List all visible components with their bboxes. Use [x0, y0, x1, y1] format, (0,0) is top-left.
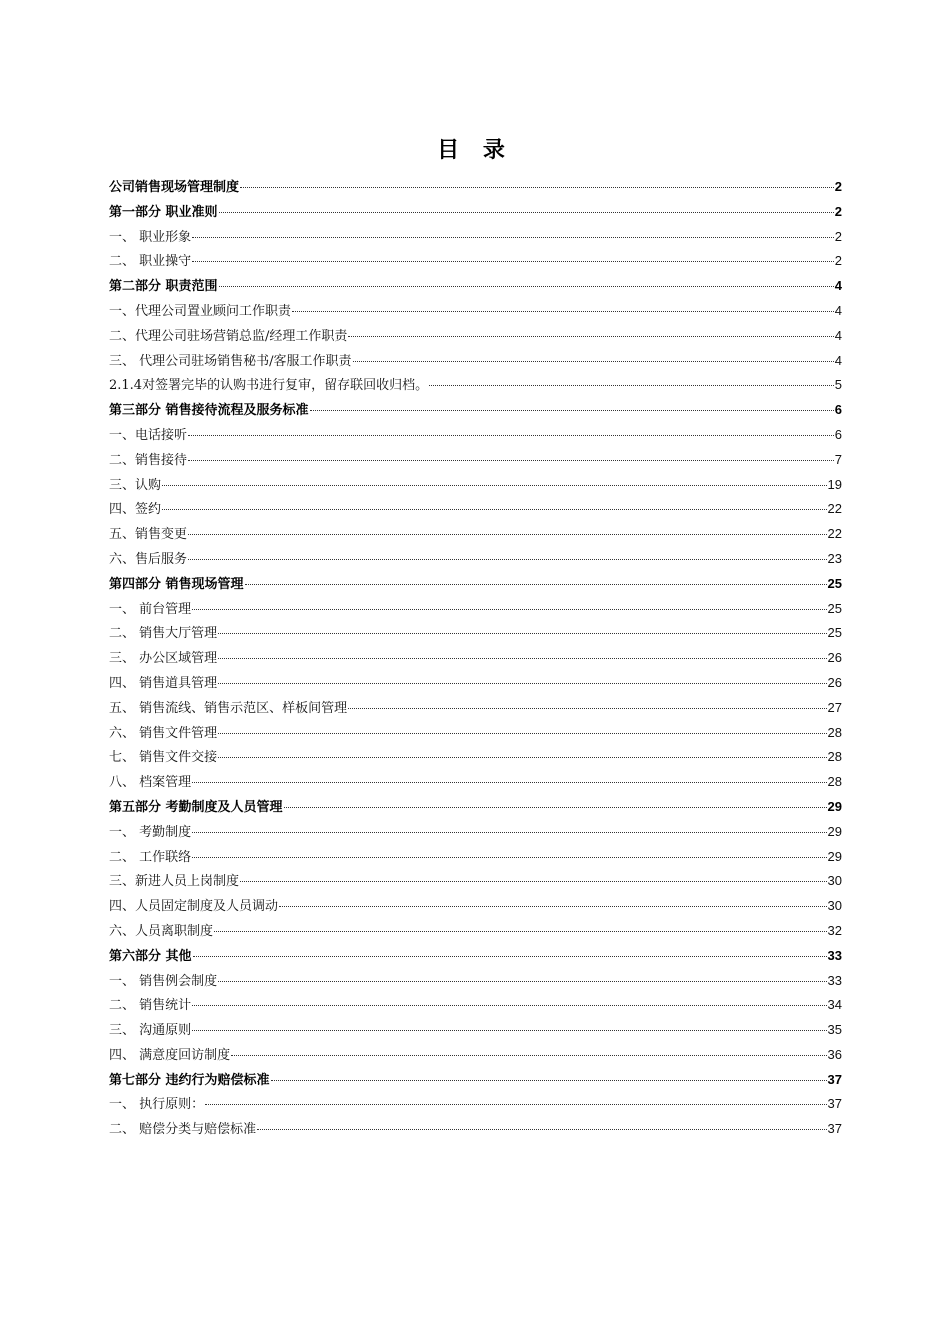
- toc-list: [109, 175, 842, 1142]
- toc-entry-page-number: 22: [827, 526, 842, 542]
- toc-entry-page-number: 33: [827, 947, 842, 963]
- toc-dot-leader: [193, 955, 827, 957]
- toc-dot-leader: [188, 533, 827, 535]
- toc-dot-leader: [284, 806, 827, 808]
- toc-title: 目 录: [437, 138, 513, 163]
- toc-entry-label: 八、 档案管理: [109, 775, 192, 791]
- toc-entry[interactable]: [109, 1068, 842, 1093]
- toc-dot-leader: [192, 831, 826, 833]
- toc-entry-label: 二、 销售大厅管理: [109, 626, 218, 642]
- toc-entry-label: 二、代理公司驻场营销总监/经理工作职责: [109, 328, 348, 344]
- toc-entry[interactable]: [109, 324, 842, 349]
- toc-entry[interactable]: [109, 721, 842, 746]
- toc-entry-page-number: 37: [827, 1071, 842, 1087]
- toc-entry-page-number: 34: [827, 997, 842, 1013]
- toc-entry-page-number: 33: [827, 972, 842, 988]
- toc-entry[interactable]: [109, 597, 842, 622]
- toc-dot-leader: [292, 310, 834, 312]
- toc-entry-label: 一、电话接听: [109, 427, 188, 443]
- toc-entry[interactable]: [109, 373, 842, 398]
- toc-entry[interactable]: [109, 745, 842, 770]
- toc-entry-label: 第三部分 销售接待流程及服务标准: [109, 403, 309, 419]
- toc-entry-page-number: 28: [827, 724, 842, 740]
- toc-entry-label: 一、 前台管理: [109, 601, 192, 617]
- toc-entry[interactable]: [109, 274, 842, 299]
- toc-entry-page-number: 25: [827, 575, 842, 591]
- toc-entry[interactable]: [109, 497, 842, 522]
- toc-dot-leader: [218, 632, 826, 634]
- toc-dot-leader: [429, 384, 834, 386]
- toc-entry-label: 第二部分 职责范围: [109, 279, 218, 295]
- toc-entry-label: 七、 销售文件交接: [109, 750, 218, 766]
- toc-entry-page-number: 30: [827, 873, 842, 889]
- toc-entry-label: 三、 代理公司驻场销售秘书/客服工作职责: [109, 353, 352, 369]
- toc-entry[interactable]: [109, 671, 842, 696]
- toc-entry-page-number: 7: [834, 451, 842, 467]
- toc-entry-label: 第一部分 职业准则: [109, 204, 218, 220]
- toc-entry[interactable]: [109, 969, 842, 994]
- toc-dot-leader: [240, 880, 827, 882]
- toc-dot-leader: [188, 558, 827, 560]
- toc-entry-label: 一、 销售例会制度: [109, 973, 218, 989]
- toc-dot-leader: [192, 781, 826, 783]
- toc-entry-page-number: 6: [834, 426, 842, 442]
- toc-entry-label: 二、销售接待: [109, 452, 188, 468]
- toc-dot-leader: [348, 335, 833, 337]
- toc-entry-page-number: 30: [827, 898, 842, 914]
- toc-entry[interactable]: [109, 770, 842, 795]
- toc-entry[interactable]: [109, 1117, 842, 1142]
- toc-entry-page-number: 27: [827, 699, 842, 715]
- toc-dot-leader: [219, 211, 834, 213]
- toc-entry[interactable]: [109, 1018, 842, 1043]
- toc-entry-page-number: 2: [834, 179, 842, 194]
- toc-entry[interactable]: [109, 944, 842, 969]
- toc-dot-leader: [218, 980, 826, 982]
- toc-entry[interactable]: [109, 225, 842, 250]
- toc-entry-page-number: 25: [827, 600, 842, 616]
- toc-entry[interactable]: [109, 522, 842, 547]
- toc-entry[interactable]: [109, 869, 842, 894]
- toc-entry[interactable]: [109, 1043, 842, 1068]
- toc-entry[interactable]: [109, 349, 842, 374]
- toc-entry-label: 六、人员离职制度: [109, 923, 214, 939]
- toc-dot-leader: [218, 682, 826, 684]
- toc-entry-page-number: 37: [827, 1096, 842, 1112]
- toc-entry-label: 四、签约: [109, 502, 162, 518]
- toc-entry-label: 二、 职业操守: [109, 254, 192, 270]
- toc-entry-label: 六、售后服务: [109, 551, 188, 567]
- toc-entry-page-number: 29: [827, 848, 842, 864]
- toc-entry-label: 三、认购: [109, 477, 162, 493]
- toc-entry-label: 一、 考勤制度: [109, 824, 192, 840]
- toc-dot-leader: [162, 508, 827, 510]
- toc-entry-label: 三、 办公区域管理: [109, 651, 218, 667]
- toc-entry-page-number: 26: [827, 674, 842, 690]
- toc-entry[interactable]: [109, 845, 842, 870]
- toc-entry[interactable]: [109, 894, 842, 919]
- toc-dot-leader: [231, 1054, 826, 1056]
- toc-entry-page-number: 36: [827, 1046, 842, 1062]
- toc-dot-leader: [192, 608, 826, 610]
- toc-dot-leader: [188, 459, 834, 461]
- toc-entry-page-number: 22: [827, 501, 842, 517]
- toc-entry[interactable]: [109, 249, 842, 274]
- toc-entry-page-number: 19: [827, 476, 842, 492]
- toc-entry-page-number: 32: [827, 922, 842, 938]
- toc-dot-leader: [245, 583, 827, 585]
- toc-entry-label: 二、 工作联络: [109, 849, 192, 865]
- toc-entry-page-number: 4: [834, 352, 842, 368]
- toc-entry[interactable]: [109, 473, 842, 498]
- toc-entry-page-number: 28: [827, 774, 842, 790]
- toc-entry-page-number: 28: [827, 749, 842, 765]
- toc-dot-leader: [310, 409, 834, 411]
- toc-entry-label: 第五部分 考勤制度及人员管理: [109, 799, 283, 815]
- toc-dot-leader: [218, 657, 826, 659]
- toc-dot-leader: [214, 930, 827, 932]
- toc-entry-label: 一、 职业形象: [109, 229, 192, 245]
- toc-entry-page-number: 4: [834, 278, 842, 294]
- toc-dot-leader: [257, 1128, 826, 1130]
- toc-entry[interactable]: [109, 795, 842, 820]
- toc-entry-label: 二、 销售统计: [109, 998, 192, 1014]
- toc-entry-page-number: 4: [834, 327, 842, 343]
- toc-entry-label: 三、新进人员上岗制度: [109, 874, 240, 890]
- toc-entry-page-number: 23: [827, 550, 842, 566]
- toc-entry[interactable]: [109, 175, 842, 200]
- toc-entry-page-number: 6: [834, 402, 842, 418]
- toc-entry-label: 第七部分 违约行为赔偿标准: [109, 1072, 270, 1088]
- toc-entry[interactable]: [109, 993, 842, 1018]
- toc-dot-leader: [348, 707, 826, 709]
- toc-entry-label: 三、 沟通原则: [109, 1023, 192, 1039]
- toc-dot-leader: [218, 732, 826, 734]
- toc-entry[interactable]: [109, 398, 842, 423]
- toc-dot-leader: [162, 484, 827, 486]
- toc-entry-page-number: 29: [827, 798, 842, 814]
- toc-entry-page-number: 25: [827, 625, 842, 641]
- toc-entry-label: 二、 赔偿分类与赔偿标准: [109, 1122, 257, 1138]
- toc-entry-page-number: 5: [834, 377, 842, 393]
- toc-entry-page-number: 35: [827, 1022, 842, 1038]
- toc-dot-leader: [218, 756, 826, 758]
- toc-entry[interactable]: [109, 1092, 842, 1117]
- toc-entry-label: 公司销售现场管理制度: [109, 180, 240, 195]
- toc-dot-leader: [192, 1029, 826, 1031]
- toc-entry[interactable]: [109, 547, 842, 572]
- toc-entry[interactable]: [109, 646, 842, 671]
- toc-entry[interactable]: [109, 448, 842, 473]
- toc-entry[interactable]: [109, 299, 842, 324]
- toc-dot-leader: [271, 1079, 827, 1081]
- toc-dot-leader: [192, 260, 834, 262]
- toc-entry-page-number: 2: [834, 203, 842, 219]
- toc-entry-label: 四、人员固定制度及人员调动: [109, 899, 279, 915]
- toc-entry-label: 一、代理公司置业顾问工作职责: [109, 303, 292, 319]
- toc-entry-page-number: 29: [827, 823, 842, 839]
- toc-entry[interactable]: [109, 696, 842, 721]
- toc-entry-page-number: 4: [834, 302, 842, 318]
- toc-entry-label: 第六部分 其他: [109, 948, 192, 964]
- toc-dot-leader: [188, 434, 834, 436]
- toc-entry-page-number: 2: [834, 253, 842, 269]
- toc-entry-label: 五、 销售流线、销售示范区、样板间管理: [109, 700, 348, 716]
- toc-dot-leader: [205, 1103, 826, 1105]
- toc-entry[interactable]: [109, 820, 842, 845]
- toc-entry[interactable]: [109, 423, 842, 448]
- toc-entry[interactable]: [109, 572, 842, 597]
- toc-entry-page-number: 26: [827, 650, 842, 666]
- toc-entry-label: 六、 销售文件管理: [109, 725, 218, 741]
- toc-entry-page-number: 37: [827, 1121, 842, 1137]
- toc-dot-leader: [219, 285, 834, 287]
- toc-dot-leader: [353, 360, 834, 362]
- toc-entry-page-number: 2: [834, 228, 842, 244]
- toc-entry[interactable]: [109, 621, 842, 646]
- toc-entry-label: 五、销售变更: [109, 527, 188, 543]
- toc-dot-leader: [192, 856, 826, 858]
- toc-entry-label: 四、 满意度回访制度: [109, 1047, 231, 1063]
- toc-entry-label: 2.1.4对签署完毕的认购书进行复审，留存联回收归档。: [109, 378, 429, 394]
- toc-dot-leader: [192, 1004, 826, 1006]
- toc-entry-label: 四、 销售道具管理: [109, 675, 218, 691]
- toc-entry-label: 一、 执行原则：: [109, 1097, 205, 1113]
- toc-entry-label: 第四部分 销售现场管理: [109, 576, 244, 592]
- toc-entry[interactable]: [109, 919, 842, 944]
- toc-dot-leader: [192, 236, 834, 238]
- toc-entry[interactable]: [109, 200, 842, 225]
- toc-dot-leader: [240, 186, 834, 188]
- toc-dot-leader: [279, 905, 827, 907]
